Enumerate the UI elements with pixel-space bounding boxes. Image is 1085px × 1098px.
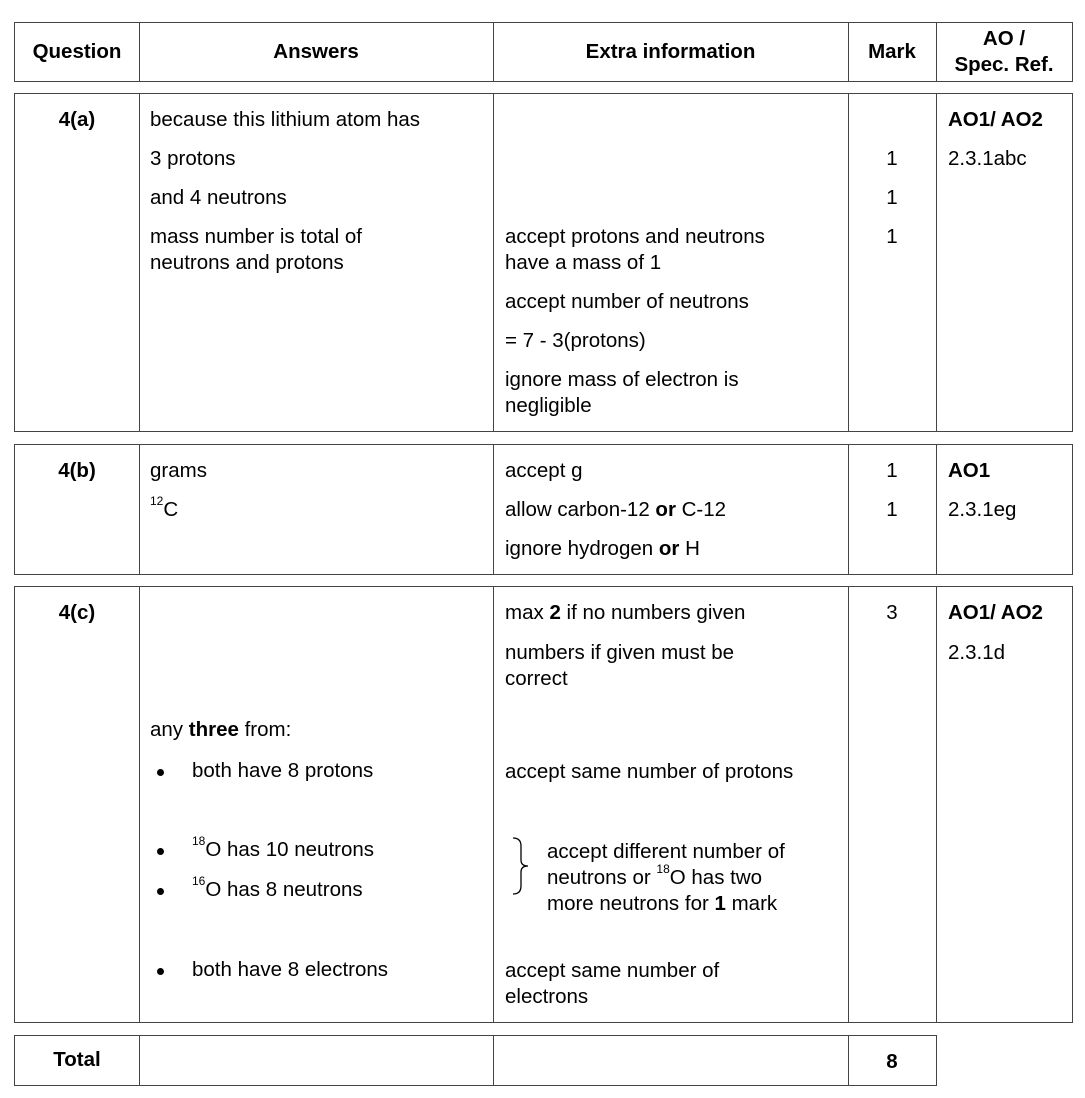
- total-mark: 8: [886, 1050, 898, 1073]
- extra-text: neutrons or: [547, 866, 657, 889]
- answer-line: neutrons and protons: [150, 251, 344, 274]
- extra-text: ignore hydrogen: [505, 537, 659, 560]
- header-mark: Mark: [868, 40, 916, 63]
- header-extra-information: Extra information: [585, 40, 756, 63]
- mark-value: 3: [886, 601, 898, 624]
- extra-line: have a mass of 1: [505, 251, 662, 274]
- mark-value: 1: [886, 498, 898, 521]
- extra-text: C-12: [675, 498, 727, 521]
- spec-ref: 2.3.1d: [948, 641, 1005, 664]
- answer-bullet: both have 8 electrons: [192, 958, 389, 981]
- ao-value: AO1/ AO2: [948, 108, 1043, 131]
- answer-bold: three: [188, 718, 239, 741]
- extra-line: electrons: [505, 985, 589, 1008]
- question-4c-row: [14, 586, 1073, 1023]
- extra-text: H: [679, 537, 700, 560]
- answer-line: mass number is total of: [150, 225, 362, 248]
- extra-bold: or: [655, 498, 676, 521]
- extra-line: accept same number of: [505, 959, 720, 982]
- extra-line: accept number of neutrons: [505, 290, 749, 313]
- answer-text: O has 8 neutrons: [205, 878, 363, 901]
- extra-line: ignore mass of electron is: [505, 368, 739, 391]
- header-row: [14, 22, 1073, 82]
- extra-line: accept g: [505, 459, 583, 482]
- answer-text: any: [150, 718, 189, 741]
- extra-bold: 1: [714, 892, 726, 915]
- header-ao-line2: Spec. Ref.: [954, 53, 1054, 76]
- total-row: [14, 1035, 937, 1086]
- extra-line: correct: [505, 667, 568, 690]
- question-label: 4(a): [58, 108, 96, 131]
- extra-line: accept different number of: [547, 840, 785, 863]
- extra-line: numbers if given must be: [505, 641, 735, 664]
- header-answers: Answers: [273, 40, 359, 63]
- question-4a-row: [14, 93, 1073, 432]
- extra-text: if no numbers given: [560, 601, 746, 624]
- answer-line: because this lithium atom has: [150, 108, 421, 131]
- extra-line: [505, 536, 700, 562]
- isotope-superscript: 16: [192, 874, 206, 888]
- mark-value: 1: [886, 186, 898, 209]
- extra-line: = 7 - 3(protons): [505, 329, 646, 352]
- extra-bold: 2: [549, 601, 561, 624]
- extra-line: negligible: [505, 394, 592, 417]
- bullet-icon: [157, 848, 164, 855]
- right-brace-icon: [511, 836, 533, 896]
- header-question: Question: [32, 40, 122, 63]
- element-symbol: C: [163, 498, 179, 521]
- isotope-superscript: 18: [656, 862, 670, 876]
- header-ao-line1: AO /: [982, 27, 1026, 50]
- question-label: 4(c): [58, 601, 96, 624]
- spec-ref: 2.3.1abc: [948, 147, 1027, 170]
- question-label: 4(b): [58, 459, 96, 482]
- spec-ref: 2.3.1eg: [948, 498, 1017, 521]
- answer-bullet: both have 8 protons: [192, 759, 374, 782]
- extra-bold: or: [658, 537, 680, 560]
- extra-line: [505, 497, 726, 523]
- extra-text: more neutrons for: [547, 892, 715, 915]
- extra-line: accept protons and neutrons: [505, 225, 765, 248]
- mark-value: 1: [886, 147, 898, 170]
- extra-line: [547, 891, 777, 917]
- answer-intro: [150, 717, 291, 743]
- bullet-icon: [157, 968, 164, 975]
- extra-text: max: [505, 601, 550, 624]
- answer-text: from:: [238, 718, 292, 741]
- mark-value: 1: [886, 225, 898, 248]
- total-label: Total: [53, 1048, 101, 1071]
- isotope-superscript: 12: [150, 494, 164, 508]
- extra-text: mark: [725, 892, 778, 915]
- answer-line: [150, 494, 179, 523]
- extra-line: accept same number of protons: [505, 760, 794, 783]
- bullet-icon: [157, 769, 164, 776]
- answer-line: 3 protons: [150, 147, 236, 170]
- extra-line: [547, 862, 763, 891]
- extra-text: O has two: [669, 866, 763, 889]
- mark-value: 1: [886, 459, 898, 482]
- extra-text: allow carbon-12: [505, 498, 656, 521]
- isotope-superscript: 18: [192, 834, 206, 848]
- answer-line: and 4 neutrons: [150, 186, 287, 209]
- bullet-icon: [157, 888, 164, 895]
- answer-line: grams: [150, 459, 207, 482]
- question-4b-row: [14, 444, 1073, 575]
- answer-bullet: [192, 834, 375, 863]
- answer-text: O has 10 neutrons: [205, 838, 375, 861]
- extra-line: [505, 600, 745, 626]
- ao-value: AO1/ AO2: [948, 601, 1043, 624]
- ao-value: AO1: [948, 459, 991, 482]
- answer-bullet: [192, 874, 363, 903]
